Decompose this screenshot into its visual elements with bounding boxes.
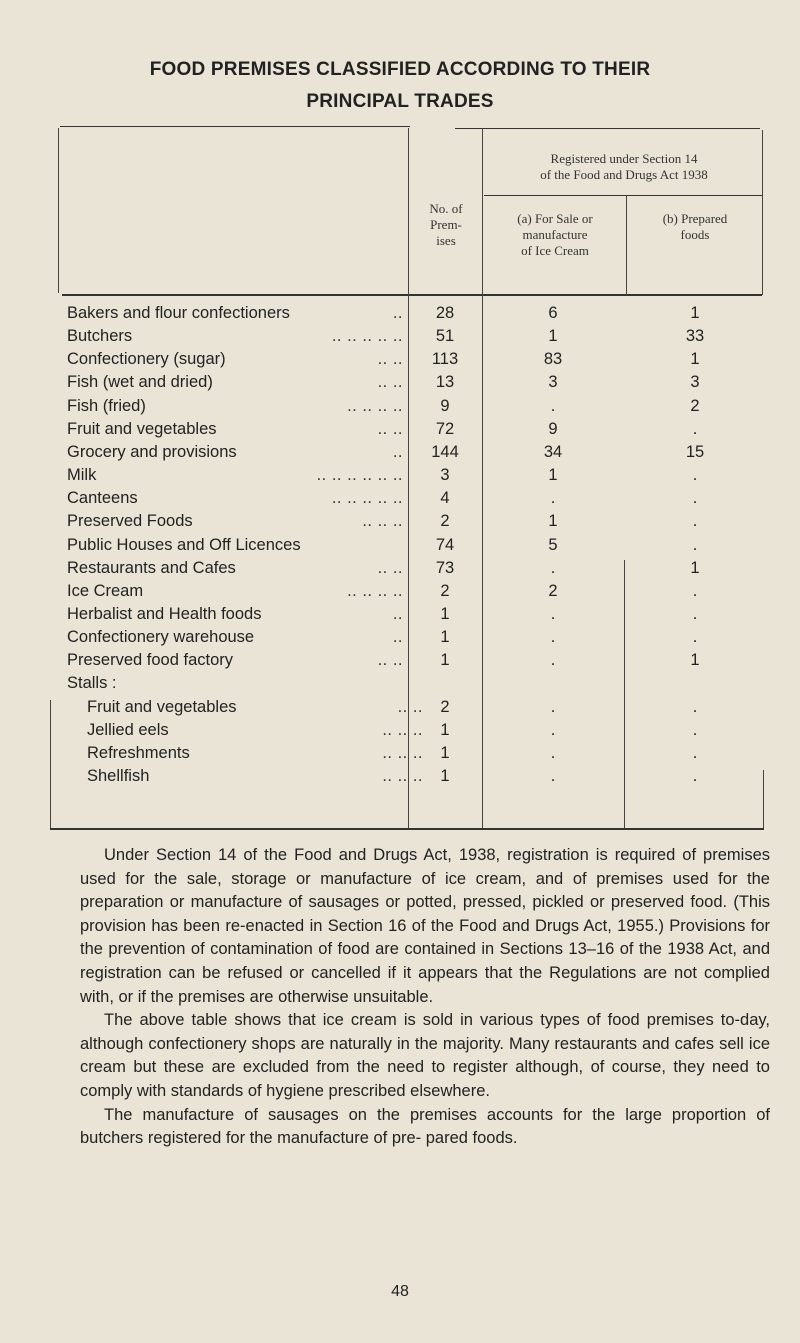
table-left-rule-lower: [50, 700, 51, 828]
table-cell-a: .: [550, 697, 556, 716]
leader-dots: .. ..: [397, 697, 423, 716]
leader-dots: .. .. .. ..: [347, 396, 403, 415]
table-cell-b: 1: [690, 558, 700, 577]
table-cell-a: 6: [548, 304, 558, 322]
table-cell-premises: 144: [431, 442, 459, 461]
subheader-rule: [484, 195, 762, 196]
table-cell-b: .: [692, 419, 698, 438]
table-cell-b: 1: [690, 651, 700, 670]
row-label-text: Refreshments: [87, 744, 194, 762]
leader-dots: ..: [392, 442, 403, 461]
row-label-text: Fish (wet and dried): [67, 373, 217, 391]
leader-dots: ..: [392, 604, 403, 623]
row-label-text: Restaurants and Cafes: [67, 559, 240, 577]
table-row-label: [67, 325, 407, 347]
leader-dots: .. .. ..: [382, 743, 423, 762]
row-label-text: Jellied eels: [87, 721, 173, 739]
table-cell-premises: 4: [440, 489, 450, 508]
table-cell-b: 1: [690, 304, 700, 322]
table-cell-premises: 9: [440, 396, 450, 415]
table-cell-a: 5: [548, 535, 558, 554]
table-row-label: [67, 302, 407, 324]
table-row-label: [67, 395, 407, 417]
table-cell-b: 15: [685, 442, 705, 461]
table-row-label: [67, 371, 407, 393]
table-cell-a: 1: [548, 327, 558, 346]
table-cell-premises: 74: [435, 535, 455, 554]
table-cell-a: .: [550, 651, 556, 670]
row-label-text: Fruit and vegetables: [67, 420, 221, 438]
table-top-rule: [60, 126, 410, 127]
table-row-label: [87, 696, 427, 718]
table-row-label: [87, 742, 427, 764]
row-label-text: Fish (fried): [67, 397, 150, 415]
row-label-text: Public Houses and Off Licences: [67, 536, 305, 554]
table-row-label: [67, 580, 407, 602]
header-premises: No. of Prem- ises: [429, 201, 463, 248]
leader-dots: .. .. .. .. ..: [331, 489, 403, 508]
table-cell-premises: 1: [440, 720, 450, 739]
table-cell-a: 34: [543, 442, 563, 461]
table-top-rule-right: [455, 128, 760, 129]
table-row-label: [87, 719, 427, 741]
table-cell-a: 2: [548, 581, 558, 600]
table-row-label: [67, 649, 407, 671]
table-left-rule: [58, 128, 59, 293]
table-cell-a: .: [550, 767, 556, 785]
table-cell-premises: 113: [431, 350, 459, 369]
row-label-text: Fruit and vegetables: [87, 698, 241, 716]
table-cell-b: 2: [690, 396, 700, 415]
table-cell-b: 3: [690, 373, 700, 392]
table-cell-b: .: [692, 604, 698, 623]
header-registered: Registered under Section 14 of the Food and Drugs Act 1938: [540, 151, 708, 182]
table-cell-a: .: [550, 558, 556, 577]
table-cell-a: .: [550, 396, 556, 415]
table-cell-b: .: [692, 697, 698, 716]
table-cell-a: [482, 672, 624, 694]
table-cell-b: 1: [690, 350, 700, 369]
leader-dots: .. ..: [377, 651, 403, 670]
col-b-rule: [626, 195, 627, 295]
row-label-text: Stalls :: [67, 674, 121, 692]
table-cell-a: .: [550, 604, 556, 623]
table-cell-b: .: [692, 489, 698, 508]
page-title: [40, 54, 760, 118]
leader-dots: .. ..: [377, 350, 403, 369]
page-number: 48: [391, 1283, 409, 1300]
row-label-text: Herbalist and Health foods: [67, 605, 265, 623]
table-row-label: [67, 487, 407, 509]
table-cell-b: .: [692, 743, 698, 762]
leader-dots: .. .. ..: [382, 767, 423, 785]
row-label-text: Confectionery (sugar): [67, 350, 230, 368]
body-text: [80, 844, 770, 1151]
paragraph: Under Section 14 of the Food and Drugs Act, 1938, registration is required of premises used for the sale, storage or manufacture of ice cream, and of premises used for the preparation or manufacture of sausages or potted, pressed, pickled or preserved food. (This provision has been re-enacted in Section 16 of the Food and Drugs Act, 1955.) Provisions for the prevention of contamination of food are contained in Sections 13–16 of the 1938 Act, and registration can be refused or cancelled if it appears that the Regulations are not complied with, or if the premises are otherwise unsuitable.: [80, 846, 770, 1006]
table-row-label: [67, 510, 407, 532]
table-row-label: [67, 348, 407, 370]
table-row-label: [67, 672, 407, 694]
paragraph: The manufacture of sausages on the premises accounts for the large proportion of butchers registered for the manufacture of pre- pared foods.: [80, 1105, 770, 1148]
table-cell-premises: 73: [435, 558, 455, 577]
paragraph: The above table shows that ice cream is sold in various types of food premises to-day, although confectionery shops are naturally in the majority. Many restaurants and cafes sell ice cream but these are excluded from the need to register although, of course, they need to comply with standards of hygiene prescribed elsewhere.: [80, 1011, 770, 1100]
table-cell-premises: 3: [440, 466, 450, 485]
table-cell-b: .: [692, 512, 698, 531]
table-cell-premises: 1: [440, 767, 450, 785]
leader-dots: .. .. .. ..: [347, 581, 403, 600]
leader-dots: .. .. .. .. .. ..: [316, 466, 403, 485]
table-cell-premises: 1: [440, 604, 450, 623]
table-cell-a: 3: [548, 373, 558, 392]
table-cell-premises: [410, 672, 480, 694]
row-label-text: Ice Cream: [67, 582, 147, 600]
table-row-label: [67, 418, 407, 440]
row-label-text: Shellfish: [87, 767, 153, 785]
row-label-text: Canteens: [67, 489, 142, 507]
table-row-label: [67, 557, 407, 579]
row-label-text: Bakers and flour confectioners: [67, 304, 294, 322]
table-header-rule: [62, 294, 762, 296]
table-cell-premises: 2: [440, 581, 450, 600]
leader-dots: .. ..: [377, 373, 403, 392]
row-label-text: Butchers: [67, 327, 136, 345]
header-col-b: (b) Prepared foods: [662, 211, 728, 242]
table-cell-premises: 72: [435, 419, 455, 438]
table-cell-premises: 1: [440, 651, 450, 670]
table-cell-premises: 51: [435, 327, 455, 346]
leader-dots: .. ..: [377, 558, 403, 577]
table-cell-premises: 2: [440, 697, 450, 716]
leader-dots: .. ..: [377, 419, 403, 438]
leader-dots: .. .. .. .. ..: [331, 327, 403, 346]
table-cell-b: 33: [685, 327, 705, 346]
table-cell-a: .: [550, 720, 556, 739]
leader-dots: .. .. ..: [362, 512, 403, 531]
table-bottom-rule: [50, 828, 764, 830]
table-row-label: [67, 626, 407, 648]
table-cell-premises: 28: [435, 304, 455, 322]
row-label-text: Preserved food factory: [67, 651, 237, 669]
leader-dots: ..: [392, 628, 403, 647]
table-cell-b: .: [692, 581, 698, 600]
row-label-text: Confectionery warehouse: [67, 628, 258, 646]
table-row-label: [67, 464, 407, 486]
row-label-text: Milk: [67, 466, 100, 484]
title-line-2: PRINCIPAL TRADES: [306, 91, 494, 112]
table-cell-b: [626, 672, 764, 694]
table-cell-premises: 1: [440, 628, 450, 647]
table-cell-a: .: [550, 628, 556, 647]
leader-dots: ..: [392, 304, 403, 322]
row-label-text: Preserved Foods: [67, 512, 197, 530]
table-cell-b: .: [692, 628, 698, 647]
table-cell-premises: 13: [435, 373, 455, 392]
table-cell-premises: 1: [440, 743, 450, 762]
header-col-a: (a) For Sale or manufacture of Ice Cream: [517, 211, 593, 258]
table-cell-a: .: [550, 489, 556, 508]
table-cell-b: .: [692, 720, 698, 739]
table-cell-b: .: [692, 466, 698, 485]
table-cell-a: .: [550, 743, 556, 762]
table-cell-premises: 2: [440, 512, 450, 531]
title-line-1: FOOD PREMISES CLASSIFIED ACCORDING TO THEIR: [149, 59, 651, 80]
leader-dots: .. .. ..: [382, 720, 423, 739]
table-row-label: [87, 765, 427, 787]
row-label-text: Grocery and provisions: [67, 443, 241, 461]
table-cell-a: 9: [548, 419, 558, 438]
table-row-label: [67, 441, 407, 463]
table-row-label: [67, 534, 407, 556]
table-cell-a: 83: [543, 350, 563, 369]
table-row-label: [67, 603, 407, 625]
col-b-rule-lower: [624, 560, 625, 828]
table-cell-a: 1: [548, 466, 558, 485]
table-cell-b: .: [692, 535, 698, 554]
table-cell-a: 1: [548, 512, 558, 531]
table-cell-b: .: [692, 767, 698, 785]
